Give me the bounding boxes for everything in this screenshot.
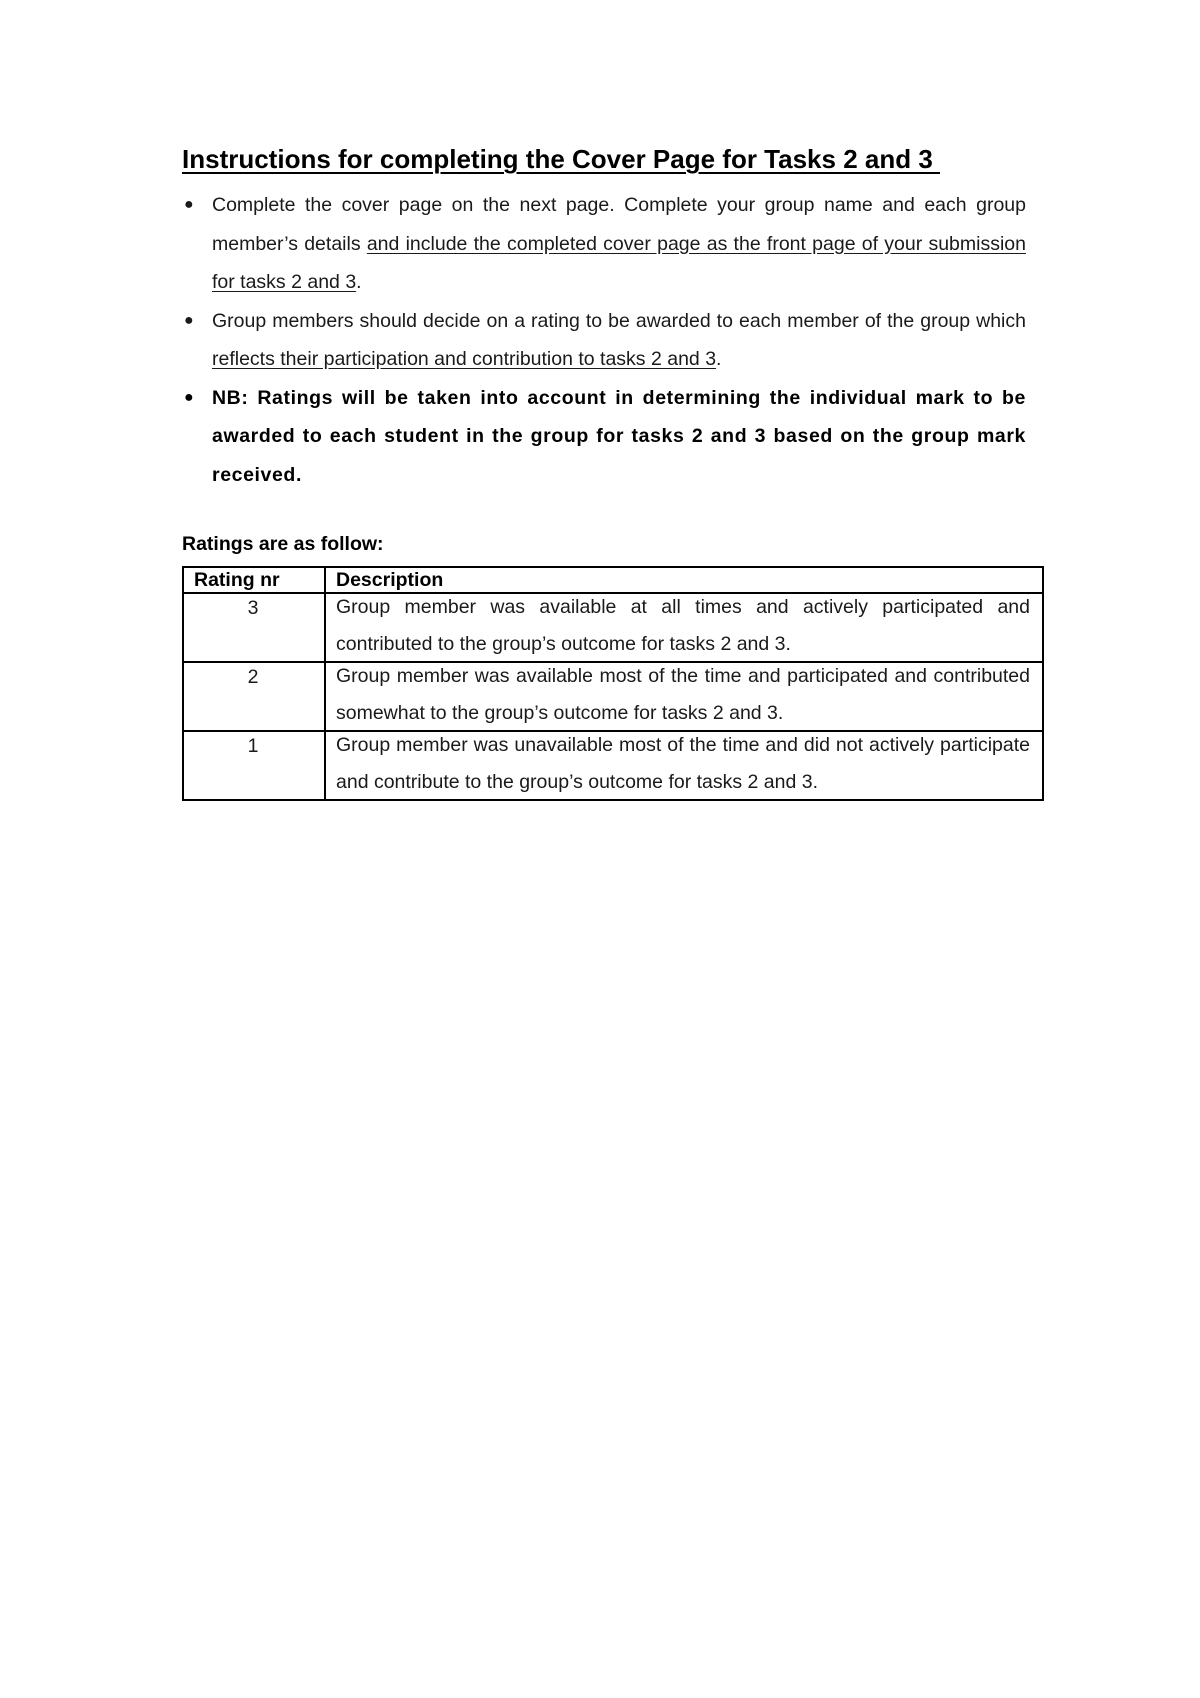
instruction-item	[182, 186, 1044, 302]
bullet-icon: ●	[184, 388, 195, 406]
rating-description	[325, 662, 1043, 731]
nb-instruction-item	[182, 379, 1044, 495]
rating-description-text: Group member was available at all times and actively participated and contributed to the group’s outcome for tasks 2 and 3.	[336, 596, 1030, 655]
instruction-list	[182, 186, 1044, 494]
ratings-table	[182, 566, 1044, 801]
rating-number: 2	[183, 662, 325, 731]
instruction-underlined-text: and include the completed cover page as the front page of your submission for tasks 2 and 3	[212, 232, 1026, 293]
rating-description-text: Group member was available most of the time and participated and contributed somewhat to the group’s outcome for tasks 2 and 3.	[336, 665, 1030, 724]
instruction-item	[182, 302, 1044, 379]
nb-text: NB: Ratings will be taken into account in determining the individual mark to be awarded to each student in the group for tasks 2 and 3 based on the group mark received.	[212, 386, 1026, 486]
instruction-text-end: .	[356, 271, 362, 293]
column-header-rating: Rating nr	[183, 567, 325, 593]
table-row	[183, 593, 1043, 662]
rating-number: 3	[183, 593, 325, 662]
rating-description	[325, 593, 1043, 662]
rating-description	[325, 731, 1043, 800]
rating-number: 1	[183, 731, 325, 800]
instruction-text-end: .	[716, 348, 722, 370]
instruction-text: Complete the cover page on the next page. Complete your group name and each group member’s details	[212, 194, 1026, 255]
table-row	[183, 662, 1043, 731]
document-page	[182, 142, 1044, 801]
ratings-heading: Ratings are as follow:	[182, 533, 384, 555]
bullet-icon: ●	[184, 311, 194, 329]
column-header-description: Description	[325, 567, 1043, 593]
bullet-icon: ●	[184, 196, 194, 213]
instruction-underlined-text: reflects their participation and contribution to tasks 2 and 3	[212, 348, 717, 370]
table-row	[183, 731, 1043, 800]
instruction-text: Group members should decide on a rating to be awarded to each member of the group which	[212, 309, 1026, 332]
rating-description-text: Group member was unavailable most of the time and did not actively participate and contribute to the group’s outcome for tasks 2 and 3.	[336, 734, 1030, 793]
page-title: Instructions for completing the Cover Page for Tasks 2 and 3	[182, 144, 941, 174]
